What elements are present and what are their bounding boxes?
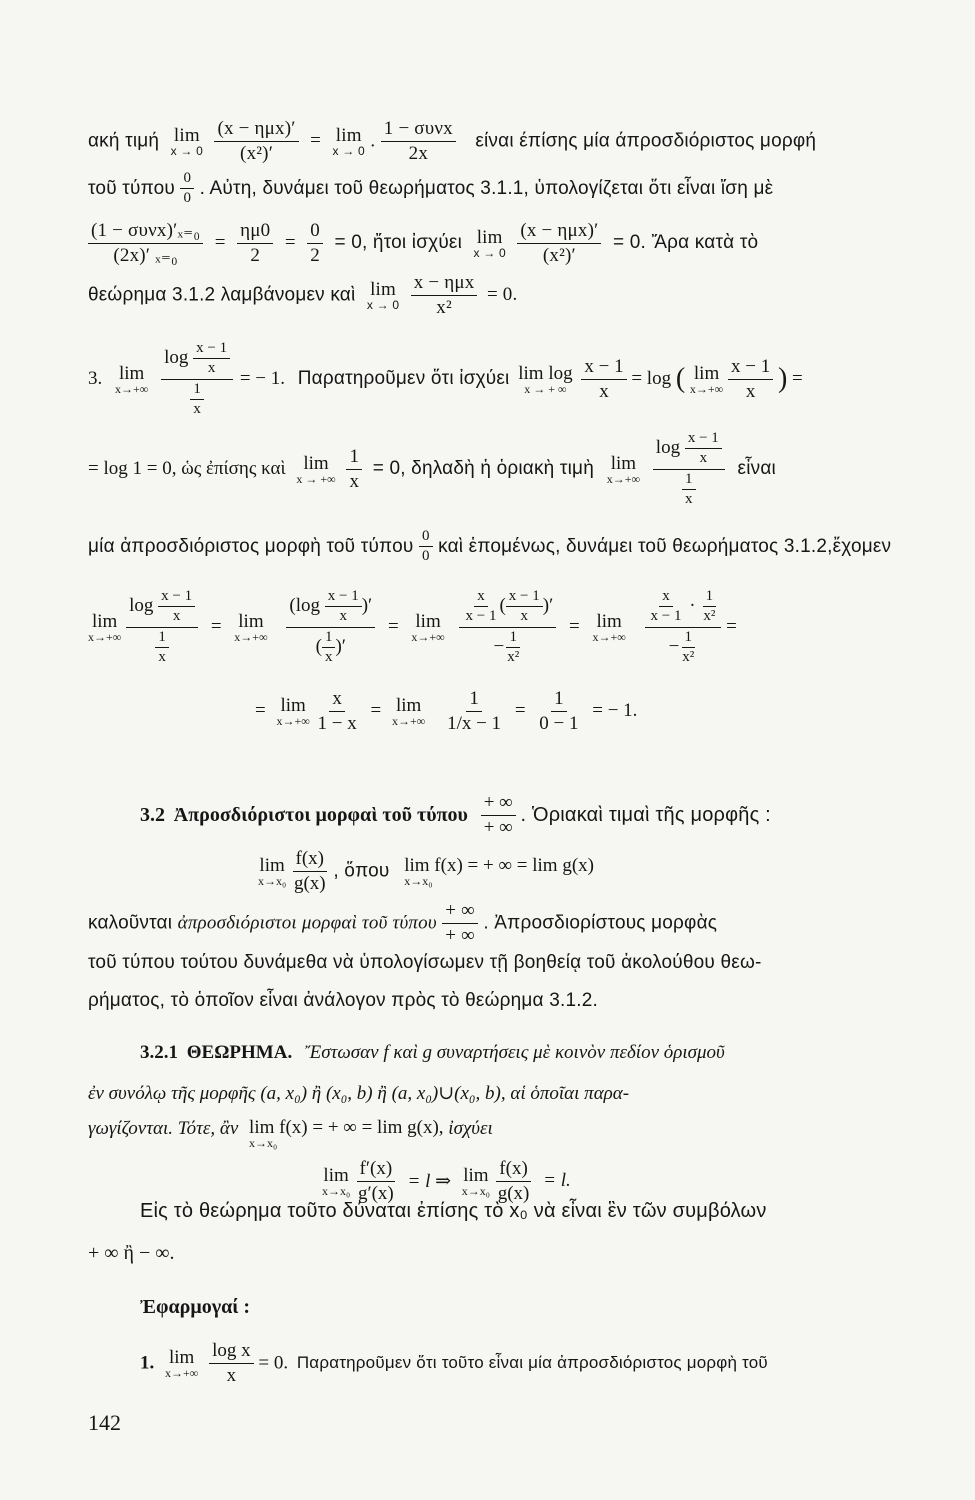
limit: lim x→+∞: [234, 610, 268, 644]
text: Παρατηροῦμεν ὅτι ἰσχύει: [297, 368, 510, 389]
fraction: $\frac{+ \infty}{+ \infty}$: [481, 792, 516, 839]
item-label: 1.: [140, 1352, 155, 1374]
italic-text: ἀπροσδιόριστοι μορφαὶ τοῦ τύπου: [177, 912, 437, 934]
derivation-line-2: = lim x→+∞ $\frac{x}{1 - x}$ = lim x→+∞ $\frac{1}{1/x - 1}$ = $\frac{1}{0 - 1}$ = − 1.: [255, 688, 638, 734]
text: Παρατηροῦμεν ὅτι τοῦτο εἶναι μία ἀπροσδιόριστος μορφὴ τοῦ: [296, 1353, 768, 1373]
section-paragraph-line-1: [88, 900, 717, 947]
fraction: (log $\frac{x - 1}{x}$ )′ ( $\frac{1}{x}$ )′: [286, 588, 375, 666]
text: θεώρημα 3.1.2 λαμβάνομεν καὶ: [88, 284, 356, 306]
text: = l ⇒: [407, 1170, 452, 1192]
limit: lim x → 0: [170, 124, 203, 158]
fraction: $\frac{1}{1/x - 1}$: [447, 688, 502, 734]
paren: (: [675, 363, 686, 394]
applications-title: Ἐφαρμογαί :: [140, 1296, 251, 1318]
limit: lim x→x₀: [461, 1164, 490, 1198]
theorem-formula: [322, 1158, 571, 1205]
fraction: $\frac{\text{1 − συνx}}{2x}$: [381, 118, 456, 165]
limit: lim x→+∞: [411, 610, 445, 644]
limit: lim x → 0: [473, 226, 506, 260]
fraction: $\frac{0}{2}$: [307, 220, 323, 267]
theorem-line-2: ἐν συνόλῳ τῆς μορφῆς (a, x₀) ἢ (x₀, b) ἢ (a, x₀)∪(x₀, b), αἱ ὁποῖαι παρα-: [88, 1083, 630, 1104]
example-3-line-1: 3. lim x→+∞ log $\frac{x - 1}{x}$ $\frac{1}{x}$ = − 1. Παρατηροῦμεν ὅτι ἰσχύει lim log x → + ∞ $\frac{x - 1}{x}$ = log ( lim x→+∞ $\frac{x - 1}{x}$ ) =: [88, 340, 803, 417]
limit: lim f(x) = + ∞ = lim g(x) x→x₀: [404, 854, 594, 888]
limit: lim x→+∞: [165, 1346, 199, 1380]
fraction: $\frac{\eta\mu 0}{2}$: [237, 220, 273, 267]
example-label: 3.: [88, 368, 103, 389]
fraction: $\frac{\text{(1 − συνx)′ₓ₌₀}}{\text{(2x)′ ₓ₌₀}}$: [88, 220, 203, 267]
text: = l.: [543, 1170, 571, 1192]
text: , ὅπου: [333, 860, 390, 882]
dot: .: [370, 130, 376, 152]
limit: lim x→+∞: [592, 610, 626, 644]
fraction: $\frac{1}{0 - 1}$: [539, 688, 579, 734]
section-number: 3.2: [140, 803, 165, 826]
fraction: $\frac{1}{x}$: [346, 446, 362, 493]
text: εἶναι: [737, 458, 776, 479]
limit: lim x→x₀: [258, 854, 287, 888]
limit: lim x→+∞: [88, 610, 122, 644]
theorem-line-3: [88, 1118, 493, 1149]
theorem-line-1: [140, 1042, 725, 1064]
fraction: $\frac{f'(x)}{g'(x)}$: [357, 1158, 394, 1204]
text: = log: [631, 368, 672, 389]
limit: lim x → +∞: [296, 452, 336, 486]
limit: lim x→+∞: [391, 694, 426, 728]
fraction: $\frac{+ \infty}{+ \infty}$: [442, 900, 478, 947]
italic-text: ἰσχύει: [448, 1118, 493, 1139]
theorem-note-line-1: Εἰς τὸ θεώρημα τοῦτο δύναται ἐπίσης τὸ x₀ νὰ εἶναι ἓν τῶν συμβόλων: [140, 1200, 767, 1222]
limit: lim f(x) = + ∞ = lim g(x), x→x₀: [249, 1117, 444, 1150]
text: τοῦ τύπου: [88, 177, 175, 199]
fraction: $\frac{x - 1}{x}$: [581, 356, 626, 403]
application-1: [140, 1340, 768, 1387]
fraction: $\frac{\text{(x − ημx)′}}{\text{(x²)′}}$: [214, 118, 298, 165]
text: . Αὐτη, δυνάμει τοῦ θεωρήματος 3.1.1, ὑπολογίζεται ὅτι εἶναι ἴση μὲ: [199, 177, 774, 199]
fraction: log $\frac{x - 1}{x}$ $\frac{1}{x}$: [126, 588, 198, 666]
section-paragraph-line-2: τοῦ τύπου τούτου δυνάμεθα νὰ ὑπολογίσωμεν τῇ βοηθείᾳ τοῦ ἀκολούθου θεω-: [88, 952, 762, 973]
limit: lim x→+∞: [689, 362, 724, 396]
limit: lim x → 0: [332, 124, 365, 158]
text: = 0, δηλαδὴ ἡ ὁριακὴ τιμὴ: [372, 458, 594, 479]
intro-line-4: [88, 272, 517, 319]
page-number: 142: [88, 1410, 121, 1435]
fraction: log $\frac{x - 1}{x}$ $\frac{1}{x}$: [653, 430, 725, 508]
text: . Ὁριακαὶ τιμαὶ τῆς μορφῆς :: [520, 803, 771, 826]
text: . Ἀπροσδιορίστους μορφὰς: [483, 912, 718, 934]
text: = 0.: [258, 1352, 289, 1374]
fraction: $\frac{\text{x − ημx}}{\text{x²}}$: [411, 272, 478, 319]
example-3-line-2: [88, 430, 776, 508]
fraction: $\frac{0}{0}$: [419, 528, 433, 566]
example-3-line-3: [88, 528, 891, 566]
text: μία ἀπροσδιόριστος μορφὴ τοῦ τύπου: [88, 535, 414, 557]
theorem-number: 3.2.1: [140, 1042, 178, 1063]
fraction: $\frac{\text{(x − ημx)′}}{\text{(x²)′}}$: [517, 220, 601, 267]
theorem-title: ΘΕΩΡΗΜΑ.: [186, 1042, 293, 1063]
section-heading: [140, 792, 771, 839]
text: είναι έπίσης μία άπροσδιόριστος μορφή: [475, 130, 817, 152]
paren: ): [777, 363, 788, 394]
limit: lim x → 0: [366, 278, 400, 312]
limit: lim x→+∞: [115, 362, 149, 396]
fraction: $\frac{x}{1 - x}$: [317, 688, 357, 734]
fraction: $\frac{x - 1}{x}$: [728, 356, 773, 403]
fraction: $\frac{f(x)}{g(x)}$: [497, 1158, 530, 1204]
limit: lim x→+∞: [276, 694, 310, 728]
text: = − 1.: [592, 700, 638, 722]
limit: lim log x → + ∞: [518, 362, 573, 396]
fraction: $\frac{f(x)}{g(x)}$: [293, 848, 326, 894]
text: = 0. Ἄρα κατὰ τὸ: [612, 232, 759, 254]
intro-line-2: [88, 170, 773, 208]
intro-line-1: [88, 118, 816, 165]
text: = 0.: [486, 284, 518, 306]
italic-text: γωγίζονται. Τότε, ἂν: [88, 1118, 239, 1139]
fraction: $\frac{x}{x - 1}$ · $\frac{1}{\text{x²}}$ − $\frac{1}{\text{x²}}$: [645, 588, 722, 666]
text: καὶ ἑπομένως, δυνάμει τοῦ θεωρήματος 3.1.2,ἔχομεν: [438, 535, 892, 557]
fraction: log $\frac{x - 1}{x}$ $\frac{1}{x}$: [161, 340, 233, 418]
equals: =: [310, 130, 322, 152]
text: καλοῦνται: [88, 912, 173, 934]
section-paragraph-line-3: ρήματος, τὸ ὁποῖον εἶναι ἀνάλογον πρὸς τὸ θεώρημα 3.1.2.: [88, 990, 598, 1011]
section-limit-line: [258, 848, 594, 895]
text: = − 1.: [239, 368, 286, 389]
limit: lim x→+∞: [606, 452, 641, 486]
limit: lim x→x₀: [322, 1164, 351, 1198]
text: ακή τιμή: [88, 130, 160, 152]
fraction: $\frac{\text{log x}}{x}$: [209, 1340, 254, 1387]
text: = 0, ἤτοι ἰσχύει: [334, 232, 463, 254]
text: = log 1 = 0, ὡς ἐπίσης καὶ: [88, 458, 286, 479]
derivation-line-1: lim x→+∞ log $\frac{x - 1}{x}$ $\frac{1}{x}$ = lim x→+∞ (log $\frac{x - 1}{x}$ )′ ( $\frac{1}{x}$ )′ = lim x→+∞ $\frac{x}{x - 1}$ ( $\frac{x - 1}{x}$ )′ − $\frac{1}{\text{x²}}$ = lim x→+∞ $\frac{x}{x - 1}$ · $\frac{1}{\text{x²}}$ − $\frac{1}{\text{x²}}$ =: [88, 588, 737, 665]
section-title: Ἀπροσδιόριστοι μορφαὶ τοῦ τύπου: [173, 803, 468, 826]
theorem-note-line-2: + ∞ ἢ − ∞.: [88, 1242, 175, 1264]
intro-line-3: $\frac{\text{(1 − συνx)′ₓ₌₀}}{\text{(2x)′ ₓ₌₀}}$ = $\frac{\eta\mu 0}{2}$ = $\frac{0}{2}$ = 0, ἤτοι ἰσχύει lim x → 0 $\frac{\text{(x − ημx)′}}{\text{(x²)′}}$ = 0. Ἄρα κατὰ τὸ: [88, 220, 758, 267]
fraction: $\frac{0}{0}$: [180, 170, 194, 208]
fraction: $\frac{x}{x - 1}$ ( $\frac{x - 1}{x}$ )′ − $\frac{1}{\text{x²}}$: [459, 588, 556, 666]
italic-text: Ἔστωσαν f καὶ g συναρτήσεις μὲ κοινὸν πεδίον ὁρισμοῦ: [304, 1042, 725, 1063]
